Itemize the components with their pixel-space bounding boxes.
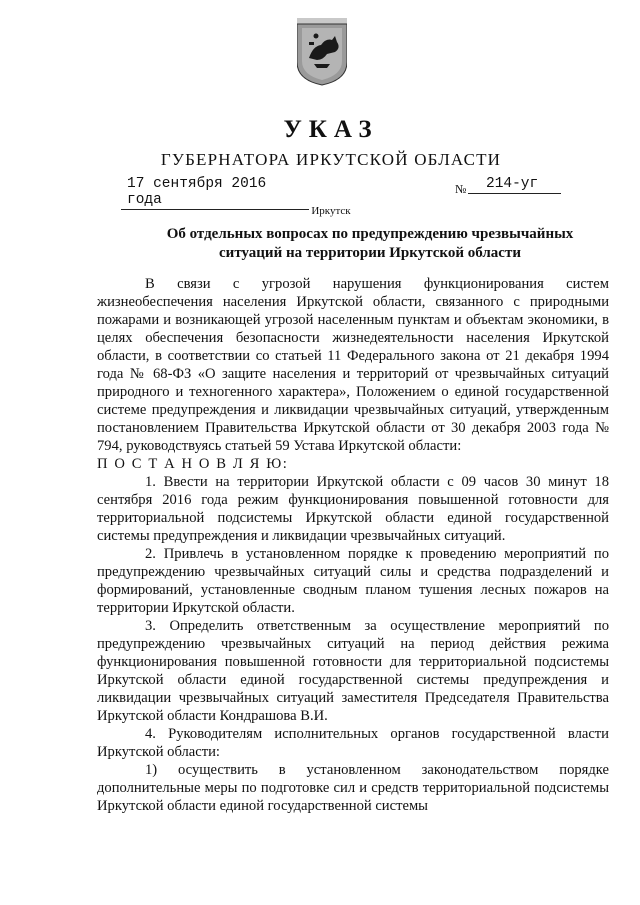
document-body: [97, 275, 609, 815]
coat-of-arms-icon: [297, 18, 347, 86]
document-title: УКАЗ: [283, 116, 379, 143]
preamble-paragraph: В связи с угрозой нарушения функционирования систем жизнеобеспечения населения Иркутской области, связанного с природными пожарами и возникающей угрозой населенным пунктам и объектам экономики, в целях обеспечения безопасности жизнедеятельности населения Иркутской области, в соответствии со статьей 11 Федерального закона от 21 декабря 1994 года № 68-ФЗ «О защите населения и территорий от чрезвычайных ситуаций природного и техногенного характера», Положением о единой государственной системе предупреждения и ликвидации чрезвычайных ситуаций, утвержденным постановлением Правительства Иркутской области от 30 декабря 2003 года № 794, руководствуясь статьей 59 Устава Иркутской области:: [97, 276, 609, 454]
document-heading: Об отдельных вопросах по предупреждению чрезвычайных ситуаций на территории Иркутской области: [166, 226, 574, 261]
item-paragraph: 2. Привлечь в установленном порядке к проведению мероприятий по предупреждению чрезвычайных ситуаций силы и средства подразделений и формирований, установленные сводным планом тушения лесных пожаров на территории Иркутской области.: [97, 546, 609, 616]
decree-word: П О С Т А Н О В Л Я Ю:: [97, 456, 289, 472]
item-paragraph: 3. Определить ответственным за осуществление мероприятий по предупреждению чрезвычайных ситуаций на период действия режима функционирования повышенной готовности для территориальной подсистемы Иркутской области единой государственной системы предупреждения и ликвидации чрезвычайных ситуаций заместителя Председателя Правительства Иркутской области Кондрашова В.И.: [97, 618, 609, 724]
document-date: 17 сентября 2016 года: [121, 176, 309, 210]
number-sign: №: [455, 182, 467, 196]
document-issuer: ГУБЕРНАТОРА ИРКУТСКОЙ ОБЛАСТИ: [160, 150, 502, 169]
document-number: 214-уг: [468, 176, 561, 194]
document-city: Иркутск: [311, 205, 351, 217]
item-paragraph: 1. Ввести на территории Иркутской области с 09 часов 30 минут 18 сентября 2016 года режим функционирования повышенной готовности для территориальной подсистемы Иркутской области единой государственной системы предупреждения и ликвидации чрезвычайных ситуаций.: [97, 474, 609, 544]
item-paragraph: 1) осуществить в установленном законодательством порядке дополнительные меры по подготовке сил и средств территориальной подсистемы Иркутской области единой государственной системы: [97, 762, 609, 814]
item-paragraph: 4. Руководителям исполнительных органов государственной власти Иркутской области:: [97, 726, 609, 760]
